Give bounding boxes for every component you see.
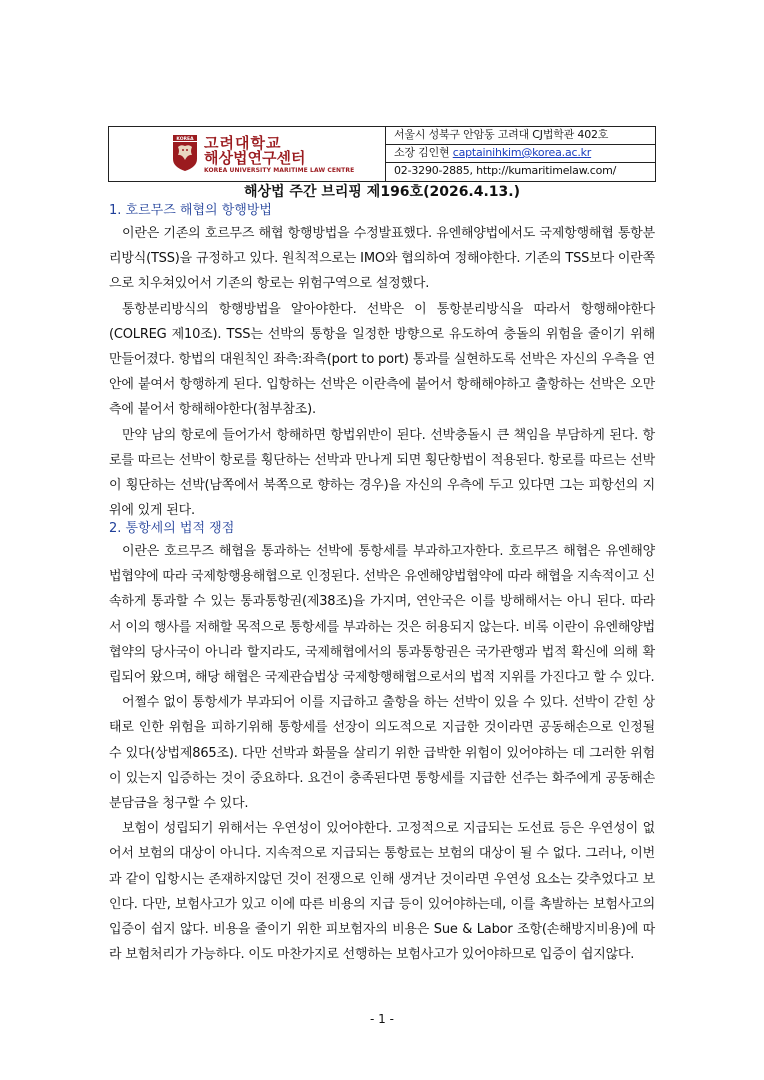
university-emblem-icon [173,135,197,171]
center-name-en: KOREA UNIVERSITY MARITIME LAW CENTRE [204,167,355,174]
briefing-title: 해상법 주간 브리핑 제196호(2026.4.13.) [243,184,521,200]
section-heading-1: 1. 호르무즈 해협의 항행방법 [109,203,272,218]
director-email-link[interactable]: captainihkim@korea.ac.kr [452,146,592,159]
section-body-2 [109,539,655,967]
emblem-text: KOREA [176,137,194,142]
director-label: 소장 김인현 [394,146,453,159]
paragraph: 이란은 호르무즈 해협을 통과하는 선박에 통항세를 부과하고자한다. 호르무즈 해협은 유엔해양법협약에 따라 국제항행용해협으로 인정된다. 선박은 유엔해양법협약에 따라 해협을 지속적이고 신속하게 통과할 수 있는 통과통항권(제38조)을 가지며, 연안국은 이를 방해해서는 아니 된다. 따라서 이의 행사를 저해할 목적으로 통항세를 부과하는 것은 허용되지 않는다. 비록 이란이 유엔해양법협약의 당사국이 아니라 할지라도, 국제해협에서의 통과통항권은 국가관행과 법적 확신에 의해 확립되어 왔으며, 해당 해협은 국제관습법상 국제항행해협으로서의 법적 지위를 가진다고 할 수 있다. [109,544,656,686]
director-line [394,146,591,159]
contact-line[interactable]: 02-3290-2885, http://kumaritimelaw.com/ [394,164,617,177]
letterhead-contact-cell [386,127,655,181]
page-number: - 1 - [370,1012,394,1026]
letterhead-logo-cell [109,127,386,181]
paragraph: 이란은 기존의 호르무즈 해협 항행방법을 수정발표했다. 유엔해양법에서도 국제항행해협 통항분리방식(TSS)을 규정하고 있다. 원칙적으로는 IMO와 협의하여 정해야한다. 기존의 TSS보다 이란쪽으로 치우쳐있어서 기존의 항로는 위험구역으로 설정했다. [109,226,655,292]
divider [386,162,655,163]
letterhead-box [108,126,656,182]
paragraph: 만약 남의 항로에 들어가서 항해하면 항법위반이 된다. 선박충돌시 큰 책임을 부담하게 된다. 항로를 따르는 선박이 항로를 횡단하는 선박과 만나게 되면 횡단항법이 적용된다. 항로를 따르는 선박이 횡단하는 선박(남쪽에서 북쪽으로 향하는 경우)을 자신의 우측에 두고 있다면 그는 피항선의 지위에 있게 된다. [109,427,655,519]
section-body-1 [109,221,655,523]
center-name-ko: 해상법연구센터 [204,149,306,167]
paragraph: 보험이 성립되기 위해서는 우연성이 있어야한다. 고정적으로 지급되는 도선료 등은 우연성이 없어서 보험의 대상이 아니다. 지속적으로 지급되는 통항료는 보험의 대상이 될 수 없다. 그러나, 이번과 같이 입항시는 존재하지않던 것이 전쟁으로 인해 생겨난 것이라면 우연성 요소는 갖추었다고 보인다. 다만, 보험사고가 있고 이에 따른 비용의 지급 등이 있어야하는데, 이를 촉발하는 보험사고의 입증이 쉽지 않다. 비용을 줄이기 위한 피보험자의 비용은 Sue & Labor 조항(손해방지비용)에 따라 보험처리가 가능하다. 이도 마찬가지로 선행하는 보험사고가 있어야하므로 입증이 쉽지않다. [109,821,655,963]
university-name: 고려대학교 [204,134,282,152]
paragraph: 통항분리방식의 항행방법을 알아야한다. 선박은 이 통항분리방식을 따라서 항행해야한다(COLREG 제10조). TSS는 선박의 통항을 일정한 방향으로 유도하여 충돌의 위험을 줄이기 위해 만들어졌다. 항법의 대원칙인 좌측:좌측(port to port) 통과를 실현하도록 선박은 자신의 우측을 연안에 붙여서 항행하게 된다. 입항하는 선박은 이란측에 붙어서 항해해야하고 출항하는 선박은 오만측에 붙어서 항해해야한다(첨부참조). [109,301,655,418]
paragraph: 어쩔수 없이 통항세가 부과되어 이를 지급하고 출항을 하는 선박이 있을 수 있다. 선박이 갇힌 상태로 인한 위험을 피하기위해 통항세를 선장이 의도적으로 지급한 것이라면 공동해손으로 인정될 수 있다(상법제865조). 다만 선박과 화물을 살리기 위한 급박한 위험이 있어야하는 데 그러한 위험이 있는지 입증하는 것이 중요하다. 요건이 충족된다면 통항세를 지급한 선주는 화주에게 공동해손분담금을 청구할 수 있다. [109,695,655,812]
divider [386,144,655,145]
section-heading-2: 2. 통항세의 법적 쟁점 [109,521,235,536]
address: 서울시 성북구 안암동 고려대 CJ법학관 402호 [394,128,609,141]
